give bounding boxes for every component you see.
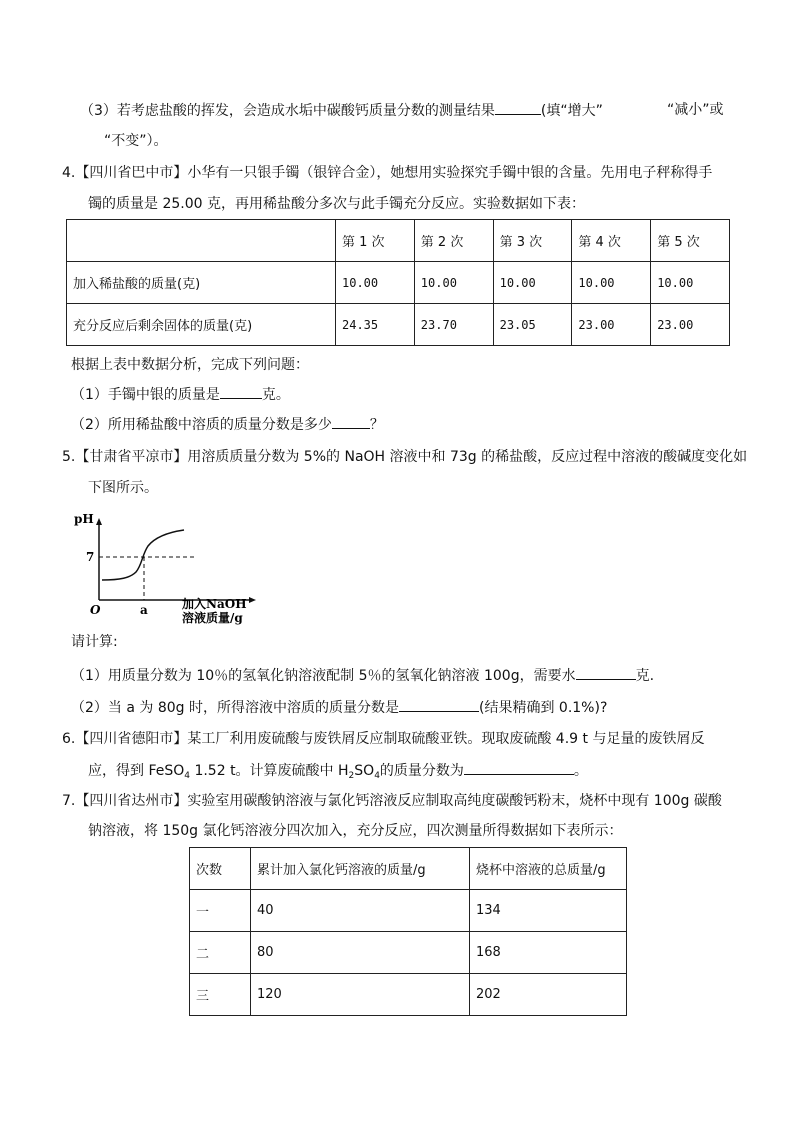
ph-curve	[102, 530, 184, 580]
table-header-cell: 烧杯中溶液的总质量/g	[470, 848, 627, 890]
problem-source: 【四川省巴中市】	[75, 165, 188, 181]
table-row	[67, 304, 730, 346]
table-cell: 10.00	[493, 262, 572, 304]
q3-line1	[80, 100, 603, 121]
problem-text: 应，得到 FeSO	[88, 763, 185, 779]
table-header-row	[67, 220, 730, 262]
table-cell: 10.00	[414, 262, 493, 304]
problem-source: 【四川省德阳市】	[75, 731, 188, 747]
table-header-cell	[67, 220, 336, 262]
table-cell: 23.00	[572, 304, 651, 346]
problem-text-end: 。	[573, 763, 588, 779]
x-axis-label-line2: 溶液质量/g	[182, 611, 243, 625]
problem-source: 【甘肃省平凉市】	[75, 449, 188, 465]
subscript: 4	[374, 771, 380, 781]
data-table-calcium	[189, 847, 627, 1016]
problem-4-line1	[62, 163, 712, 183]
question-text: （2）当 a 为 80g 时，所得溶液中溶质的质量分数是	[71, 700, 399, 716]
problem-number: 7.	[62, 793, 76, 809]
problem-text: 某工厂利用废硫酸与废铁屑反应制取硫酸亚铁。现取废硫酸 4.9 t 与足量的废铁屑反	[187, 731, 705, 747]
table-row	[190, 932, 627, 974]
problem-text: 1.52 t。计算废硫酸中 H	[190, 763, 349, 779]
problem-5-q2	[71, 697, 607, 718]
table-row	[190, 890, 627, 932]
table-cell: 10.00	[572, 262, 651, 304]
problem-7-line1	[62, 791, 722, 811]
table-cell: 三	[190, 974, 251, 1016]
table-header-cell: 第 2 次	[414, 220, 493, 262]
answer-blank[interactable]	[495, 100, 541, 115]
problem-5-line1	[62, 447, 747, 467]
table-cell: 23.00	[651, 304, 730, 346]
problem-5-line2: 下图所示。	[88, 480, 158, 496]
table-cell: 10.00	[651, 262, 730, 304]
question-text: （2）所用稀盐酸中溶质的质量分数是多少	[71, 417, 332, 433]
table-cell: 168	[470, 932, 627, 974]
y-mark-7: 7	[86, 550, 95, 564]
problem-number: 4.	[62, 165, 76, 181]
table-header-cell: 第 1 次	[336, 220, 415, 262]
table-row	[190, 974, 627, 1016]
question-text-end: ？	[369, 417, 384, 433]
problem-6-line1	[62, 729, 704, 749]
q3-text: （3）若考虑盐酸的挥发，会造成水垢中碳酸钙质量分数的测量结果	[80, 103, 495, 119]
problem-4-q1	[71, 384, 290, 405]
problem-text: 实验室用碳酸钠溶液与氯化钙溶液反应制取高纯度碳酸钙粉末，烧杯中现有 100g 碳酸	[187, 793, 722, 809]
answer-blank[interactable]	[576, 665, 636, 680]
q3-option-unchanged: “不变”）。	[104, 133, 168, 149]
problem-6-line2	[88, 760, 588, 786]
problem-7-line2: 钠溶液，将 150g 氯化钙溶液分四次加入，充分反应，四次测量所得数据如下表所示：	[88, 823, 623, 839]
table-cell: 一	[190, 890, 251, 932]
y-axis-label: pH	[74, 512, 94, 526]
x-axis-arrow	[249, 597, 256, 603]
problem-5-q1	[71, 665, 654, 686]
problem-4-q2	[71, 414, 384, 435]
table-cell: 80	[251, 932, 470, 974]
table-header-row	[190, 848, 627, 890]
table-cell: 24.35	[336, 304, 415, 346]
table-cell: 23.70	[414, 304, 493, 346]
problem-text: 用溶质质量分数为 5%的 NaOH 溶液中和 73g 的稀盐酸，反应过程中溶液的酸碱度变化如	[187, 449, 748, 465]
table-header-cell: 第 3 次	[493, 220, 572, 262]
answer-blank[interactable]	[220, 384, 262, 399]
question-text-end: 克.	[635, 668, 655, 684]
table-header-cell: 累计加入氯化钙溶液的质量/g	[251, 848, 470, 890]
table-header-cell: 第 5 次	[651, 220, 730, 262]
table-header-cell: 次数	[190, 848, 251, 890]
question-text: （1）手镯中银的质量是	[71, 387, 220, 403]
table-cell: 10.00	[336, 262, 415, 304]
table-cell: 23.05	[493, 304, 572, 346]
problem-text: 小华有一只银手镯（银锌合金），她想用实验探究手镯中银的含量。先用电子秤称得手	[187, 165, 713, 181]
origin-label: O	[90, 603, 101, 617]
x-mark-a: a	[140, 603, 148, 617]
ph-curve-graph	[72, 510, 272, 628]
subscript: 4	[184, 771, 190, 781]
data-table-bracelet	[66, 219, 730, 346]
table-cell: 二	[190, 932, 251, 974]
formula-text: SO	[354, 763, 375, 779]
y-axis-arrow	[96, 518, 102, 525]
q3-option-increase: (填“增大”	[540, 103, 603, 119]
table-cell: 40	[251, 890, 470, 932]
table-cell: 202	[470, 974, 627, 1016]
q3-option-decrease: “减小”或	[667, 102, 724, 118]
table-row-label: 充分反应后剩余固体的质量(克)	[67, 304, 336, 346]
table-row	[67, 262, 730, 304]
table-row-label: 加入稀盐酸的质量(克)	[67, 262, 336, 304]
problem-text: 的质量分数为	[379, 763, 464, 779]
problem-number: 6.	[62, 731, 76, 747]
analysis-instruction: 根据上表中数据分析，完成下列问题：	[71, 357, 309, 373]
question-text-end: (结果精确到 0.1%)?	[479, 700, 608, 716]
answer-blank[interactable]	[332, 414, 370, 429]
problem-source: 【四川省达州市】	[75, 793, 188, 809]
table-cell: 120	[251, 974, 470, 1016]
answer-blank[interactable]	[464, 760, 574, 775]
calc-instruction: 请计算:	[71, 634, 118, 650]
question-text-end: 克。	[261, 387, 290, 403]
table-cell: 134	[470, 890, 627, 932]
question-text: （1）用质量分数为 10％的氢氧化钠溶液配制 5％的氢氧化钠溶液 100g，需要水	[71, 668, 576, 684]
subscript: 2	[348, 771, 355, 781]
table-header-cell: 第 4 次	[572, 220, 651, 262]
answer-blank[interactable]	[399, 697, 479, 712]
problem-number: 5.	[62, 449, 76, 465]
x-axis-label-line1: 加入NaOH	[182, 597, 247, 611]
problem-4-line2: 镯的质量是 25.00 克，再用稀盐酸分多次与此手镯充分反应。实验数据如下表：	[88, 196, 585, 212]
